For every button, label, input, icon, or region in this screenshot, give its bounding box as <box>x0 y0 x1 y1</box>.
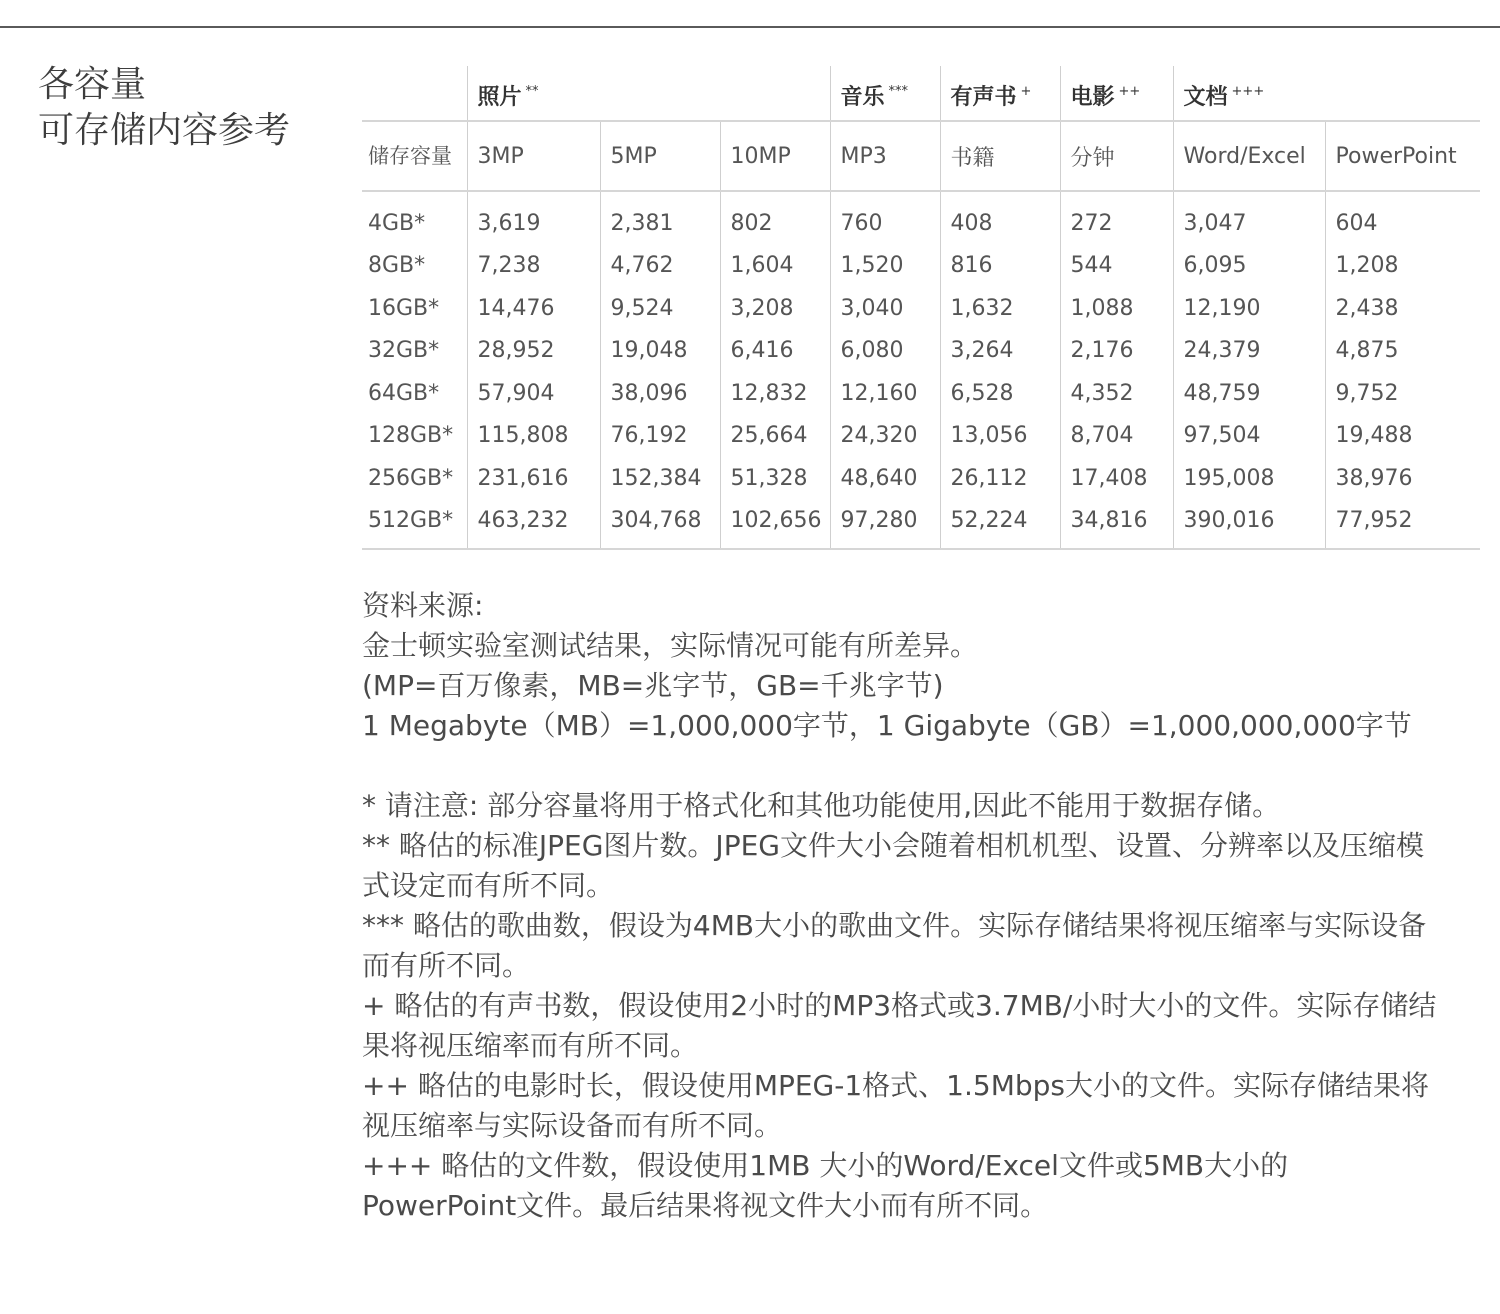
table-body <box>362 191 1480 549</box>
footnote: + 略估的有声书数，假设使用2小时的MP3格式或3.7MB/小时大小的文件。实际存储结果将视压缩率而有所不同。 <box>362 989 1437 1062</box>
table-cell: 390,016 <box>1173 500 1325 550</box>
capacity-cell: 64GB* <box>368 380 440 406</box>
table-row <box>362 287 1480 330</box>
source-line: 1 Megabyte（MB）=1,000,000字节，1 Gigabyte（GB）=1,000,000,000字节 <box>362 709 1412 742</box>
table-cell: 52,224 <box>940 500 1060 550</box>
table-cell: 8,704 <box>1060 415 1173 458</box>
table-cell: 3,208 <box>720 287 830 330</box>
source-line: 金士顿实验室测试结果，实际情况可能有所差异。 <box>362 629 979 662</box>
table-cell: 77,952 <box>1325 500 1480 550</box>
table-cell: 12,190 <box>1173 287 1325 330</box>
table-cell: 2,176 <box>1060 330 1173 373</box>
table-row <box>362 457 1480 500</box>
column-header: 10MP <box>720 121 830 191</box>
table-cell: 17,408 <box>1060 457 1173 500</box>
capacity-cell: 32GB* <box>368 338 440 364</box>
table-row <box>362 245 1480 288</box>
footnote: ++ 略估的电影时长，假设使用MPEG-1格式、1.5Mbps大小的文件。实际存储结果将视压缩率与实际设备而有所不同。 <box>362 1069 1429 1142</box>
table-cell: 4,352 <box>1060 372 1173 415</box>
source-heading: 资料来源: <box>362 589 484 622</box>
table-cell: 26,112 <box>940 457 1060 500</box>
table-cell: 231,616 <box>467 457 600 500</box>
table-row <box>362 415 1480 458</box>
table-cell: 6,095 <box>1173 245 1325 288</box>
table-group-header-row <box>362 66 1480 121</box>
capacity-table <box>362 66 1480 550</box>
table-cell: 1,088 <box>1060 287 1173 330</box>
table-cell: 9,752 <box>1325 372 1480 415</box>
section-title-line-2: 可存储内容参考 <box>38 110 291 151</box>
column-header: 3MP <box>467 121 600 191</box>
table-cell: 34,816 <box>1060 500 1173 550</box>
table-cell: 97,280 <box>830 500 940 550</box>
footnote: * 请注意: 部分容量将用于格式化和其他功能使用,因此不能用于数据存储。 <box>362 789 1281 822</box>
stub-header: 储存容量 <box>362 121 467 191</box>
capacity-cell: 512GB* <box>362 500 467 550</box>
table-row <box>362 372 1480 415</box>
table-row <box>362 330 1480 373</box>
spacer <box>362 746 1442 786</box>
table-cell: 48,759 <box>1173 372 1325 415</box>
table-cell: 14,476 <box>467 287 600 330</box>
table-row <box>362 500 1480 550</box>
top-divider <box>0 26 1500 28</box>
table-cell: 38,976 <box>1325 457 1480 500</box>
footnote: ** 略估的标准JPEG图片数。JPEG文件大小会随着相机机型、设置、分辨率以及压缩模式设定而有所不同。 <box>362 829 1424 902</box>
group-header-documents: 文档 +++ <box>1173 66 1480 121</box>
table-cell: 816 <box>940 245 1060 288</box>
table-cell: 304,768 <box>600 500 720 550</box>
group-header-photos: 照片 ** <box>467 66 830 121</box>
table-cell: 24,320 <box>830 415 940 458</box>
capacity-cell: 4GB* <box>368 210 426 236</box>
table-cell: 1,632 <box>940 287 1060 330</box>
notes-section <box>362 586 1442 1226</box>
column-header: 5MP <box>600 121 720 191</box>
column-header: PowerPoint <box>1325 121 1480 191</box>
table-column-header-row <box>362 121 1480 191</box>
table-cell: 152,384 <box>600 457 720 500</box>
table-cell: 19,048 <box>600 330 720 373</box>
table-cell: 272 <box>1060 191 1173 245</box>
column-header: 书籍 <box>940 121 1060 191</box>
table-cell: 13,056 <box>940 415 1060 458</box>
table-cell: 9,524 <box>600 287 720 330</box>
table-cell: 3,619 <box>467 191 600 245</box>
table-cell: 3,047 <box>1173 191 1325 245</box>
table-cell: 544 <box>1060 245 1173 288</box>
table-cell: 2,381 <box>600 191 720 245</box>
capacity-cell: 256GB* <box>368 465 454 491</box>
table-cell: 24,379 <box>1173 330 1325 373</box>
table-cell: 19,488 <box>1325 415 1480 458</box>
table-cell: 97,504 <box>1173 415 1325 458</box>
column-header: Word/Excel <box>1173 121 1325 191</box>
table-cell: 1,604 <box>720 245 830 288</box>
table-cell: 76,192 <box>600 415 720 458</box>
column-header: 分钟 <box>1060 121 1173 191</box>
table-cell: 4,762 <box>600 245 720 288</box>
source-line: (MP=百万像素，MB=兆字节，GB=千兆字节) <box>362 669 944 702</box>
group-header-audiobooks: 有声书 + <box>940 66 1060 121</box>
table-cell: 28,952 <box>467 330 600 373</box>
table-cell: 2,438 <box>1325 287 1480 330</box>
table-cell: 57,904 <box>467 372 600 415</box>
table-cell: 115,808 <box>467 415 600 458</box>
footnote: *** 略估的歌曲数，假设为4MB大小的歌曲文件。实际存储结果将视压缩率与实际设备而有所不同。 <box>362 909 1427 982</box>
table-cell: 102,656 <box>720 500 830 550</box>
stub-group-cell <box>362 66 467 121</box>
table-cell: 3,040 <box>830 287 940 330</box>
section-title-line-1: 各容量 <box>38 64 147 105</box>
table-cell: 48,640 <box>830 457 940 500</box>
column-header: MP3 <box>830 121 940 191</box>
table-cell: 604 <box>1325 191 1480 245</box>
capacity-cell: 8GB* <box>368 253 426 279</box>
table-cell: 12,160 <box>830 372 940 415</box>
capacity-cell: 128GB* <box>368 423 454 449</box>
table-cell: 6,528 <box>940 372 1060 415</box>
table-cell: 4,875 <box>1325 330 1480 373</box>
table-cell: 6,080 <box>830 330 940 373</box>
capacity-cell: 16GB* <box>368 295 440 321</box>
table-cell: 463,232 <box>467 500 600 550</box>
table-cell: 51,328 <box>720 457 830 500</box>
table-row <box>362 191 1480 245</box>
table-cell: 1,208 <box>1325 245 1480 288</box>
table-cell: 38,096 <box>600 372 720 415</box>
group-header-music: 音乐 *** <box>830 66 940 121</box>
group-header-movies: 电影 ++ <box>1060 66 1173 121</box>
table-cell: 1,520 <box>830 245 940 288</box>
table-cell: 802 <box>720 191 830 245</box>
table-cell: 25,664 <box>720 415 830 458</box>
table-cell: 3,264 <box>940 330 1060 373</box>
table-cell: 760 <box>830 191 940 245</box>
table-cell: 12,832 <box>720 372 830 415</box>
section-title <box>38 62 290 154</box>
table-cell: 195,008 <box>1173 457 1325 500</box>
table-cell: 7,238 <box>467 245 600 288</box>
footnote: +++ 略估的文件数，假设使用1MB 大小的Word/Excel文件或5MB大小的PowerPoint文件。最后结果将视文件大小而有所不同。 <box>362 1149 1289 1222</box>
table-cell: 6,416 <box>720 330 830 373</box>
table-cell: 408 <box>940 191 1060 245</box>
